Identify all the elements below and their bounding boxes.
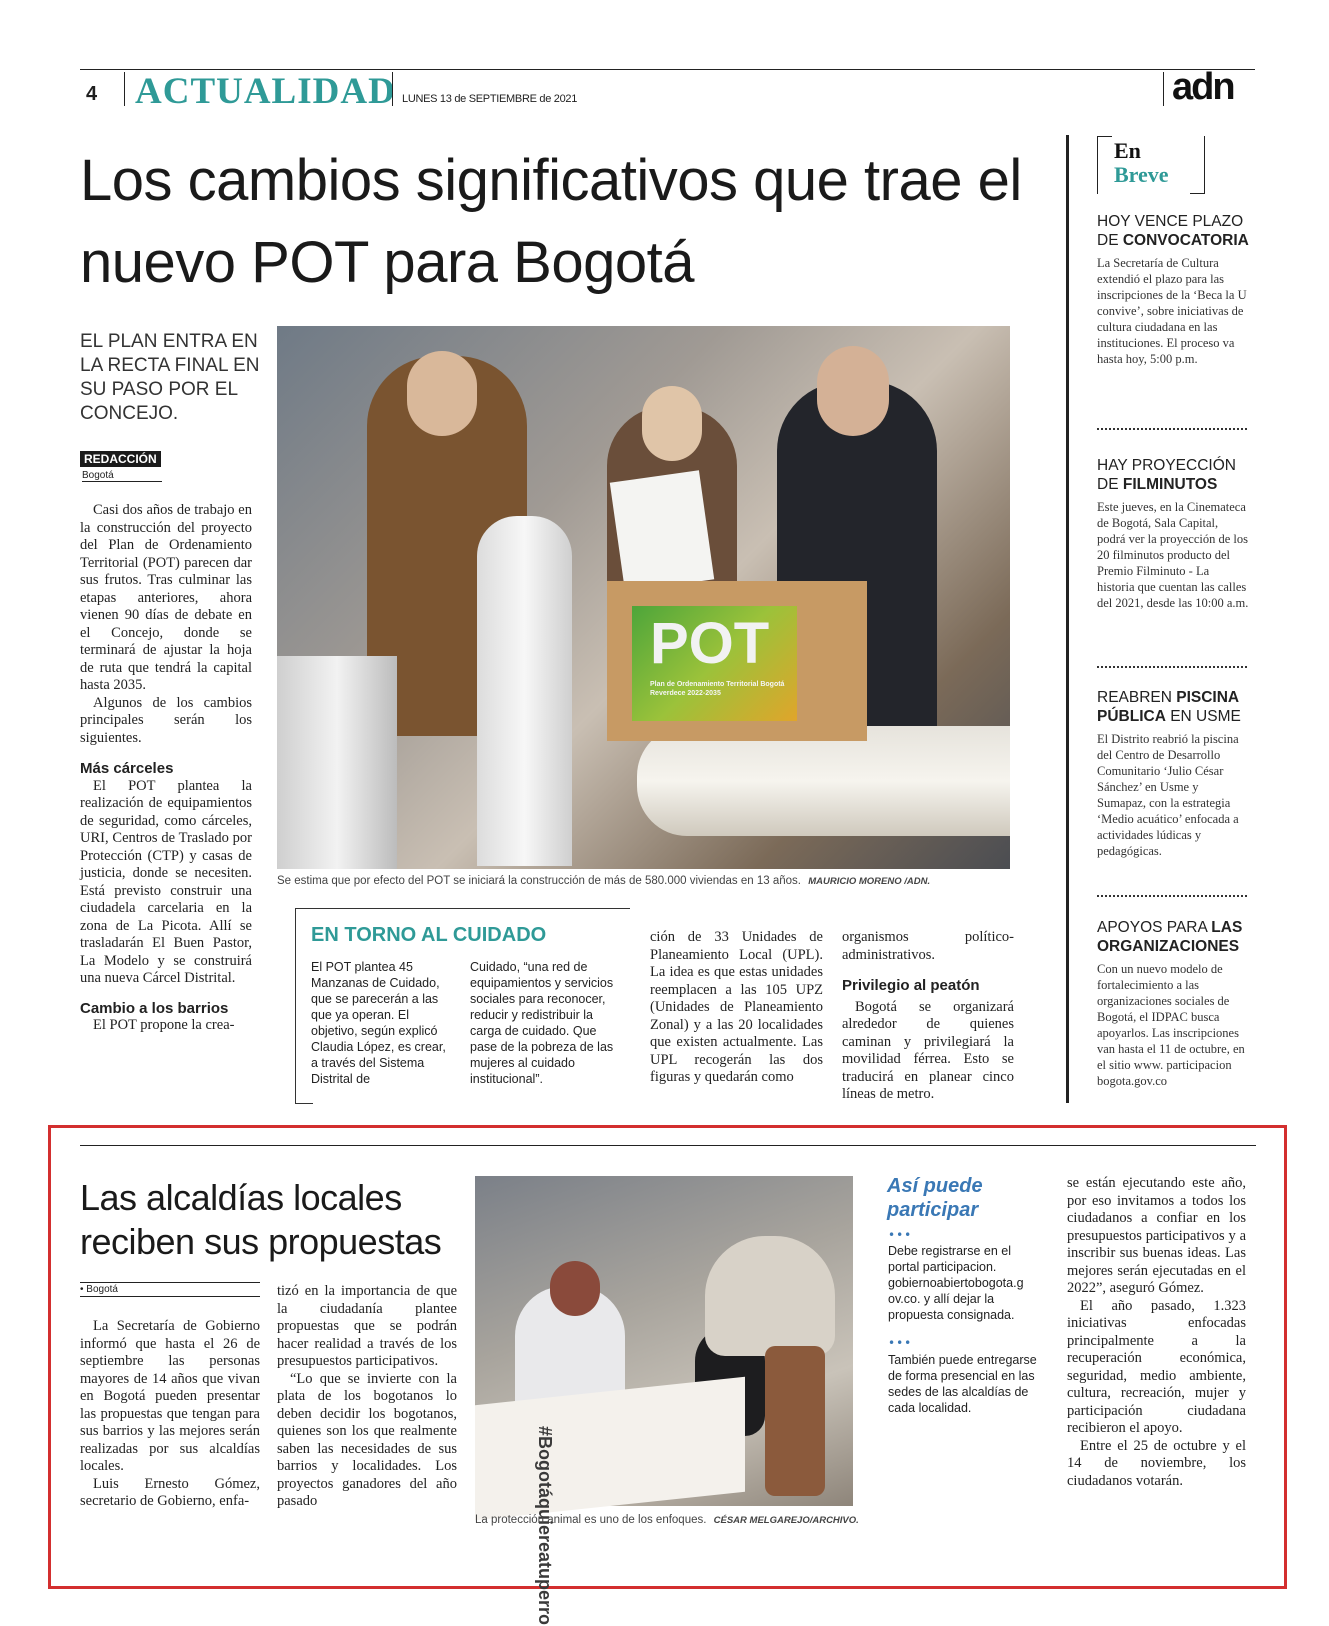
en-breve-box xyxy=(1097,136,1205,194)
main-photo xyxy=(277,326,1010,869)
brief-body: La Secretaría de Cultura extendió el plazo para las inscripciones de la ‘Beca la U convive’, sobre iniciativas de cultura ciudadana en las instituciones. El proceso va hasta hoy, 5:00 p.m. xyxy=(1097,256,1247,366)
en-breve-box-top xyxy=(1098,136,1112,137)
paragraph: organismos político-administrativos. xyxy=(842,929,1014,963)
canvas-banner-text: #Bogotáquiereatuperro xyxy=(535,1426,555,1626)
paragraph: El año pasado, 1.323 iniciativas enfocadas principalmente a la recuperación económica, seguridad, medio ambiente, cultura, recreación, mujer y participación ciudadana recibieron el apoyo. xyxy=(1067,1297,1246,1436)
person-left-head xyxy=(407,351,477,436)
volunteer-left-head xyxy=(550,1261,600,1316)
main-article-col-1 xyxy=(80,502,252,1035)
paragraph: “Lo que se invierte con la plata de los bogotanos lo deben decidir los bogotanos, quienes son los que realmente saben las necesidades de sus barrios y localidades. Los proyectos ganadores del año pasado xyxy=(277,1370,457,1509)
byline-label: REDACCIÓN xyxy=(80,451,161,467)
caption-credit: MAURICIO MORENO /ADN. xyxy=(808,876,931,887)
brief-headline-tail: EN USME xyxy=(1170,708,1241,725)
main-article-col-3: ción de 33 Unidades de Planeamiento Local (UPL). La idea es que estas unidades reemplacen a las 105 UPZ (Unidades de Planeamiento Zonal) y a las 20 localidades que existen actualmente. Las UPL recogerán las dos figuras y quedarán como xyxy=(650,929,823,1085)
brief-divider xyxy=(1097,428,1247,430)
subhead-pedestrian: Privilegio al peatón xyxy=(842,977,980,994)
caption-credit: CÉSAR MELGAREJO/ARCHIVO. xyxy=(713,1515,859,1526)
subhead-more-prisons: Más cárceles xyxy=(80,760,174,777)
second-photo-caption xyxy=(475,1514,875,1526)
brief-headline-bold: CONVOCATORIA xyxy=(1122,232,1249,249)
rolled-plans-3 xyxy=(637,726,1010,836)
howto-step-2: También puede entregarse de forma presencial en las sedes de las alcaldías de cada localidad. xyxy=(888,1353,1037,1415)
brief-item xyxy=(1097,212,1249,367)
en-breve-title-2: Breve xyxy=(1114,162,1169,187)
paragraph: se están ejecutando este año, por eso invitamos a todos los ciudadanos a confiar en los presupuestos participativos y a inscribir sus buenas ideas. Las mejores serán ejecutadas en el 2022”, aseguró Gómez. xyxy=(1067,1175,1246,1296)
paragraph: Entre el 25 de octubre y el 14 de noviembre, los ciudadanos votarán. xyxy=(1067,1437,1246,1489)
brief-headline-light: HOY VENCE PLAZO DE xyxy=(1097,213,1244,249)
brief-body: El Distrito reabrió la piscina del Centro de Desarrollo Comunitario ‘Julio César Sánchez’ en Usme y Sumapaz, con la estrategia ‘Medio acuático’ enfocada a actividades lúdicas y pedagógicas. xyxy=(1097,732,1239,858)
second-article-col-2 xyxy=(277,1283,457,1511)
brief-headline-bold: PISCINA PÚBLICA xyxy=(1097,689,1239,725)
pot-box-subtitle: Plan de Ordenamiento Territorial Bogotá Reverdece 2022-2035 xyxy=(650,681,785,697)
sidebox-col-2: Cuidado, “una red de equipamientos y servicios sociales para reconocer, reducir y redistribuir la carga de cuidado. Que pase de la pobreza de las mujeres al cuidado institucional”. xyxy=(470,960,614,1086)
person-right-head xyxy=(817,346,889,436)
brief-headline-bold: LAS ORGANIZACIONES xyxy=(1097,919,1243,955)
document-folder xyxy=(610,470,714,591)
brief-headline-light: HAY PROYECCIÓN DE xyxy=(1097,457,1236,493)
sidebox-frame-bottom xyxy=(295,1103,313,1104)
brief-headline xyxy=(1097,456,1249,494)
page-number: 4 xyxy=(86,83,98,105)
main-article-col-4 xyxy=(842,929,1014,1104)
paragraph: Casi dos años de trabajo en la construcción del proyecto del Plan de Ordenamiento Territorial (POT) parecen dar sus frutos. Tras culminar las etapas anteriores, ahora vienen 90 días de debate en el Concejo, donde se terminará de ajustar la hoja de ruta que tendrá la capital hasta 2035. xyxy=(80,502,252,693)
sidebar-rule xyxy=(1066,135,1069,1103)
paragraph: El POT propone la crea- xyxy=(93,1017,235,1033)
en-breve-box-bottom xyxy=(1190,193,1204,194)
pot-box-label: POT xyxy=(650,611,770,676)
section-title: ACTUALIDAD xyxy=(135,71,396,112)
subhead-neighborhoods: Cambio a los barrios xyxy=(80,999,229,1017)
paragraph: Bogotá se organizará alrededor de quienes caminan y privilegiará la movilidad férrea. Esto se traducirá en planear cinco líneas de metro. xyxy=(842,998,1014,1102)
sidebox-title: EN TORNO AL CUIDADO xyxy=(311,924,547,946)
en-breve-title-1: En xyxy=(1114,138,1141,163)
second-article-col-1 xyxy=(80,1318,260,1511)
howto-bullet-icon: ••• xyxy=(888,1228,913,1242)
brief-headline xyxy=(1097,918,1249,956)
volunteer-right xyxy=(705,1236,835,1356)
pot-box xyxy=(607,581,867,741)
header-divider-2 xyxy=(392,72,393,106)
brief-body: Este jueves, en la Cinemateca de Bogotá, Sala Capital, podrá ver la proyección de los 20 filminutos producto del Premio Filminuto - La historia que cuentan las calles del 2021, desde las 10:00 a.m. xyxy=(1097,500,1249,610)
person-center-head xyxy=(642,386,702,461)
byline-place: Bogotá xyxy=(82,470,162,482)
brief-divider xyxy=(1097,666,1247,668)
paragraph: La Secretaría de Gobierno informó que hasta el 26 de septiembre las personas mayores de 14 años que vivan en Bogotá pueden presentar las propuestas que tengan para sus barrios y las mejores serán realizadas por sus alcaldías locales. xyxy=(80,1318,260,1474)
rolled-plans-2 xyxy=(277,656,397,869)
brief-item xyxy=(1097,456,1249,611)
brief-body: Con un nuevo modelo de fortalecimiento a las organizaciones sociales de Bogotá, el IDPAC busca apoyarlos. Las inscripciones van hasta el 11 de octubre, en el sitio www. participacion bogota.gov.co xyxy=(1097,962,1245,1088)
brief-headline-bold: FILMINUTOS xyxy=(1122,476,1218,493)
paragraph: tizó en la importancia de que la ciudadanía plantee propuestas que se podrán hacer realidad a través de los presupuestos participativos. xyxy=(277,1283,457,1369)
second-byline: • Bogotá xyxy=(80,1282,260,1297)
brief-item xyxy=(1097,688,1249,859)
volunteer-right-legs xyxy=(765,1346,825,1496)
paragraph: Luis Ernesto Gómez, secretario de Gobierno, enfa- xyxy=(80,1475,260,1509)
caption-text: Se estima que por efecto del POT se iniciará la construcción de más de 580.000 viviendas en 13 años. xyxy=(277,875,801,887)
howto-title: Así puede participar xyxy=(887,1175,983,1221)
main-headline: Los cambios significativos que trae el nuevo POT para Bogotá xyxy=(80,148,1022,295)
second-article-rule xyxy=(80,1145,1256,1146)
adn-logo: adn xyxy=(1172,66,1234,108)
pot-box-label-panel xyxy=(632,606,797,721)
brief-headline-light: APOYOS PARA xyxy=(1097,919,1207,936)
paragraph: Algunos de los cambios principales serán los siguientes. xyxy=(80,694,252,746)
rolled-plans xyxy=(477,516,572,866)
header-divider xyxy=(124,72,125,106)
brief-divider xyxy=(1097,895,1247,897)
sidebox-frame-left xyxy=(295,908,296,1103)
issue-date: LUNES 13 de SEPTIEMBRE de 2021 xyxy=(402,93,578,105)
howto-bullet-icon: ••• xyxy=(888,1336,913,1350)
sidebox-frame-top xyxy=(295,908,630,909)
paragraph: El POT plantea la realización de equipamientos de seguridad, como cárceles, URI, Centros de Traslado por Protección (CTP) y casas de justicia, donde se necesiten. Está previsto construir una ciudadela carcelaria en la zona de La Picota. Allí se trasladarán El Buen Pastor, La Modelo y se construirá una nueva Cárcel Distrital. xyxy=(80,777,252,986)
brief-headline xyxy=(1097,212,1249,250)
caption-text: La protección animal es uno de los enfoques. xyxy=(475,1514,707,1526)
second-article-col-4 xyxy=(1067,1175,1246,1490)
howto-step-1: Debe registrarse en el portal participacion. gobiernoabiertobogota.g ov.co. y allí dejar la propuesta consignada. xyxy=(888,1244,1024,1322)
sidebox-col-1: El POT plantea 45 Manzanas de Cuidado, que se parecerán a las que ya operan. El objetivo, según explicó Claudia López, es crear, a través del Sistema Distrital de xyxy=(311,960,446,1086)
logo-divider xyxy=(1163,72,1164,106)
second-headline: Las alcaldías locales reciben sus propuestas xyxy=(80,1177,442,1262)
brief-headline-light: REABREN xyxy=(1097,689,1172,706)
article-deck: EL PLAN ENTRA EN LA RECTA FINAL EN SU PASO POR EL CONCEJO. xyxy=(80,331,260,424)
brief-headline xyxy=(1097,688,1249,726)
brief-item xyxy=(1097,918,1249,1089)
main-photo-caption xyxy=(277,875,1017,887)
